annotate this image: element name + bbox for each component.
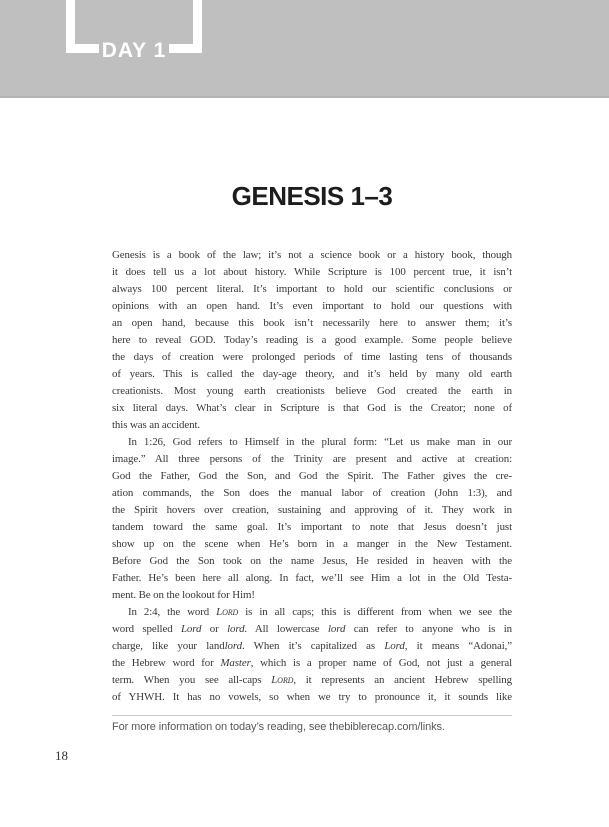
text-segment: the Spirit hovers over creation, sustaining and approving of it. They work in <box>112 504 512 516</box>
text-segment: here to reveal GOD. Today’s reading is a good example. Some people believe <box>112 334 512 346</box>
body-text-line <box>112 298 512 315</box>
body-text-line <box>112 638 512 655</box>
footer-note: For more information on today’s reading, see thebiblerecap.com/links. <box>112 721 445 733</box>
text-segment: term. When you see all-caps <box>112 674 272 686</box>
text-segment: word spelled <box>112 623 181 635</box>
body-text-line <box>112 604 512 621</box>
body-text-line <box>112 383 512 400</box>
body-text-line <box>112 417 512 434</box>
body-text-line <box>112 451 512 468</box>
text-segment: it does tell us a lot about history. While Scripture is 100 percent true, it isn’t <box>112 266 512 278</box>
emphasized-text: Lord <box>216 606 239 618</box>
text-segment: this was an accident. <box>112 419 201 431</box>
body-text-line <box>112 281 512 298</box>
text-segment: always 100 percent literal. It’s important to hold our scientific conclusions or <box>112 283 512 295</box>
emphasized-text: Lord <box>180 623 202 635</box>
text-segment: an open hand, because this book isn’t necessarily here to answer them; it’s <box>112 317 512 329</box>
text-segment: Before God the Son took on the name Jesus, He resided in heaven with the <box>112 555 512 567</box>
text-segment: or <box>201 623 228 635</box>
body-text-line <box>112 553 512 570</box>
emphasized-text: Lord <box>271 674 294 686</box>
emphasized-text: Lord <box>384 640 405 652</box>
body-text-line <box>112 349 512 366</box>
text-segment: can refer to anyone who is in <box>345 623 512 635</box>
text-segment: . All lowercase <box>244 623 328 635</box>
emphasized-text: lord <box>227 623 245 635</box>
day-frame-icon <box>66 0 202 62</box>
body-text-line <box>112 621 512 638</box>
text-segment: ation commands, the Son does the manual labor of creation (John 1:3), and <box>112 487 512 499</box>
body-text-line <box>112 332 512 349</box>
text-segment: , which is a proper name of God, not just a general <box>250 657 512 669</box>
body-text-line <box>112 689 512 706</box>
body-text-line <box>112 247 512 264</box>
text-segment: show up on the scene when He’s born in a manger in the New Testament. <box>112 538 512 550</box>
body-text-line <box>112 587 512 604</box>
emphasized-text: lord <box>327 623 346 635</box>
text-segment: . When it’s capitalized as <box>241 640 385 652</box>
text-segment: of YHWH. It has no vowels, so when we try to pronounce it, it sounds like <box>112 691 512 703</box>
day-label: DAY 1 <box>101 39 167 62</box>
body-text-line <box>112 366 512 383</box>
body-text-line <box>112 400 512 417</box>
day-banner <box>0 0 609 98</box>
text-segment: image.” All three persons of the Trinity are present and active at creation: <box>112 453 512 465</box>
frame-bar-right-vertical <box>193 0 202 53</box>
text-segment: opinions with an open hand. It’s even important to hold our questions with <box>112 300 512 312</box>
text-segment: Genesis is a book of the law; it’s not a science book or a history book, though <box>112 249 512 261</box>
text-segment: of years. This is called the day-age theory, and it’s held by many old earth <box>112 368 512 380</box>
text-segment: Father. He’s been here all along. In fact, we’ll see Him a lot in the Old Testa- <box>112 572 512 584</box>
text-segment: tandem toward the same goal. It’s important to note that Jesus doesn’t just <box>112 521 512 533</box>
text-segment: the days of creation were prolonged periods of time lasting tens of thousands <box>112 351 512 363</box>
text-segment: six literal days. What’s clear in Scripture is that God is the Creator; none of <box>112 402 512 414</box>
body-text-line <box>112 468 512 485</box>
body-text-line <box>112 315 512 332</box>
text-segment: is in all caps; this is different from when we see the <box>238 606 512 618</box>
body-text-line <box>112 570 512 587</box>
text-segment: the Hebrew word for <box>112 657 221 669</box>
text-segment: ment. Be on the lookout for Him! <box>112 589 255 601</box>
body-text-line <box>112 485 512 502</box>
footer-divider <box>112 715 512 716</box>
body-text-line <box>112 502 512 519</box>
text-segment: In 2:4, the word <box>128 606 217 618</box>
text-segment: creationists. Most young earth creationists believe God created the earth in <box>112 385 512 397</box>
emphasized-text: lord <box>224 640 242 652</box>
body-text-line <box>112 519 512 536</box>
text-segment: charge, like your land <box>112 640 225 652</box>
page-number: 18 <box>55 748 68 763</box>
body-text-line <box>112 264 512 281</box>
body-text-line <box>112 536 512 553</box>
body-text <box>112 247 512 706</box>
body-text-line <box>112 434 512 451</box>
body-text-line <box>112 655 512 672</box>
text-segment: , it represents an ancient Hebrew spelling <box>293 674 512 686</box>
text-segment: , it means “Adonai,” <box>404 640 512 652</box>
text-segment: In 1:26, God refers to Himself in the plural form: “Let us make man in our <box>128 436 512 448</box>
frame-bar-left-horizontal <box>66 44 99 53</box>
body-text-line <box>112 672 512 689</box>
text-segment: God the Father, God the Son, and God the Spirit. The Father gives the cre- <box>112 470 512 482</box>
chapter-title: GENESIS 1–3 <box>231 181 393 211</box>
emphasized-text: Master <box>220 657 251 669</box>
